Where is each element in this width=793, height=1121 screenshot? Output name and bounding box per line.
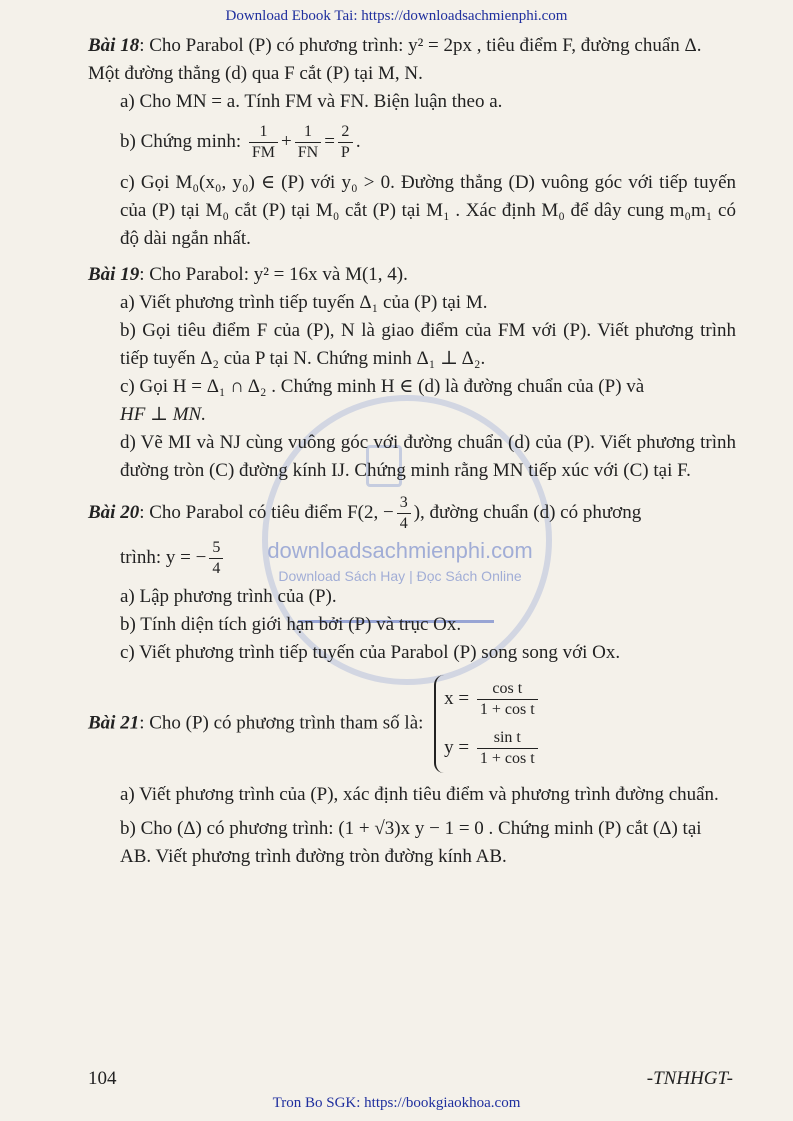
fraction: $\frac{\text{sin t}}{\text{1 + cos t}}$ bbox=[477, 728, 538, 769]
page-number: 104 bbox=[88, 1068, 117, 1089]
bai20-c: c) Viết phương trình tiếp tuyến của Parabol (P) song song với Ox. bbox=[120, 642, 621, 663]
bai18-c: c) Gọi M₀(x₀, y₀) ∈ (P) với y₀ > 0. Đường thẳng (D) vuông góc với tiếp tuyến của (P) tại M₀ cắt (P) tại M₀ cắt (P) tại M₁ . Xác định M₀ để dây cung m₀m₁ có độ dài ngắn nhất. bbox=[120, 172, 736, 249]
bai19-c: c) Gọi H = Δ₁ ∩ Δ₂ . Chứng minh H ∈ (d) là đường chuẩn của (P) và bbox=[120, 376, 645, 397]
bai20-line2: trình: y = − $\frac{5}{4}$ bbox=[88, 538, 736, 579]
bai21-intro: Bài 21: Cho (P) có phương trình tham số là: x = $\frac{\text{cos t}}{\text{1 + cos t}}$ y = $\frac{\text{sin t}}{\text{1 + cos t}}$ bbox=[88, 675, 736, 773]
footer-link[interactable]: Tron Bo SGK: https://bookgiaokhoa.com bbox=[272, 1095, 521, 1111]
fraction: $\frac{\text{cos t}}{\text{1 + cos t}}$ bbox=[477, 679, 538, 720]
bai18-intro: Bài 18: Cho Parabol (P) có phương trình: y² = 2px , tiêu điểm F, đường chuẩn Δ. Một đường thẳng (d) qua F cắt (P) tại M, N. bbox=[88, 35, 702, 84]
watermark-site: downloadsachmienphi.com bbox=[267, 538, 533, 563]
fraction: $\frac{1}{FM}$ bbox=[249, 122, 278, 163]
bai19-a: a) Viết phương trình tiếp tuyến Δ₁ của (P) tại M. bbox=[120, 292, 488, 313]
bai21-title: Bài 21 bbox=[88, 712, 140, 734]
bai20-a: a) Lập phương trình của (P). bbox=[120, 586, 337, 607]
bai21-b: b) Cho (Δ) có phương trình: (1 + √3)x y − 1 = 0 . Chứng minh (P) cắt (Δ) tại AB. Viết phương trình đường tròn đường kính AB. bbox=[120, 818, 702, 867]
fraction: $\frac{5}{4}$ bbox=[209, 538, 223, 579]
fraction: $\frac{2}{P}$ bbox=[338, 122, 353, 163]
bai20-title: Bài 20 bbox=[88, 501, 140, 523]
bai19-intro: Bài 19: Cho Parabol: y² = 16x và M(1, 4). bbox=[88, 264, 408, 285]
page-content bbox=[88, 32, 736, 871]
header-link[interactable]: Download Ebook Tai: https://downloadsachmienphi.com bbox=[225, 8, 568, 24]
bai20-intro: Bài 20: Cho Parabol có tiêu điểm F(2, − $\frac{3}{4}$ ), đường chuẩn (d) có phương bbox=[88, 494, 642, 532]
bai21-a: a) Viết phương trình của (P), xác định tiêu điểm và phương trình đường chuẩn. bbox=[120, 784, 719, 805]
bai20-b: b) Tính diện tích giới hạn bởi (P) và trục Ox. bbox=[120, 614, 462, 635]
bai18-b: b) Chứng minh: $\frac{1}{FM}$ + $\frac{1}{FN}$ = $\frac{2}{P}$ . bbox=[120, 123, 361, 161]
page-code: -TNHHGT- bbox=[646, 1068, 733, 1089]
watermark-tagline: Download Sách Hay | Đọc Sách Online bbox=[278, 568, 522, 584]
fraction: $\frac{3}{4}$ bbox=[397, 493, 411, 534]
bai18-a: a) Cho MN = a. Tính FM và FN. Biện luận theo a. bbox=[120, 91, 503, 112]
bai19-c-cont: HF ⊥ MN. bbox=[120, 404, 206, 425]
bai19-b: b) Gọi tiêu điểm F của (P), N là giao điểm của FM với (P). Viết phương trình tiếp tuyến Δ₂ của P tại N. Chứng minh Δ₁ ⊥ Δ₂. bbox=[120, 320, 736, 369]
parametric-system: x = $\frac{\text{cos t}}{\text{1 + cos t}}$ y = $\frac{\text{sin t}}{\text{1 + cos t}}$ bbox=[434, 675, 541, 773]
bai18-title: Bài 18 bbox=[88, 35, 140, 56]
fraction: $\frac{1}{FN}$ bbox=[295, 122, 321, 163]
bai19-title: Bài 19 bbox=[88, 264, 140, 285]
bai19-d: d) Vẽ MI và NJ cùng vuông góc với đường chuẩn (d) của (P). Viết phương trình đường tròn (C) đường kính IJ. Chứng minh rằng MN tiếp xúc với (C) tại F. bbox=[120, 432, 736, 481]
